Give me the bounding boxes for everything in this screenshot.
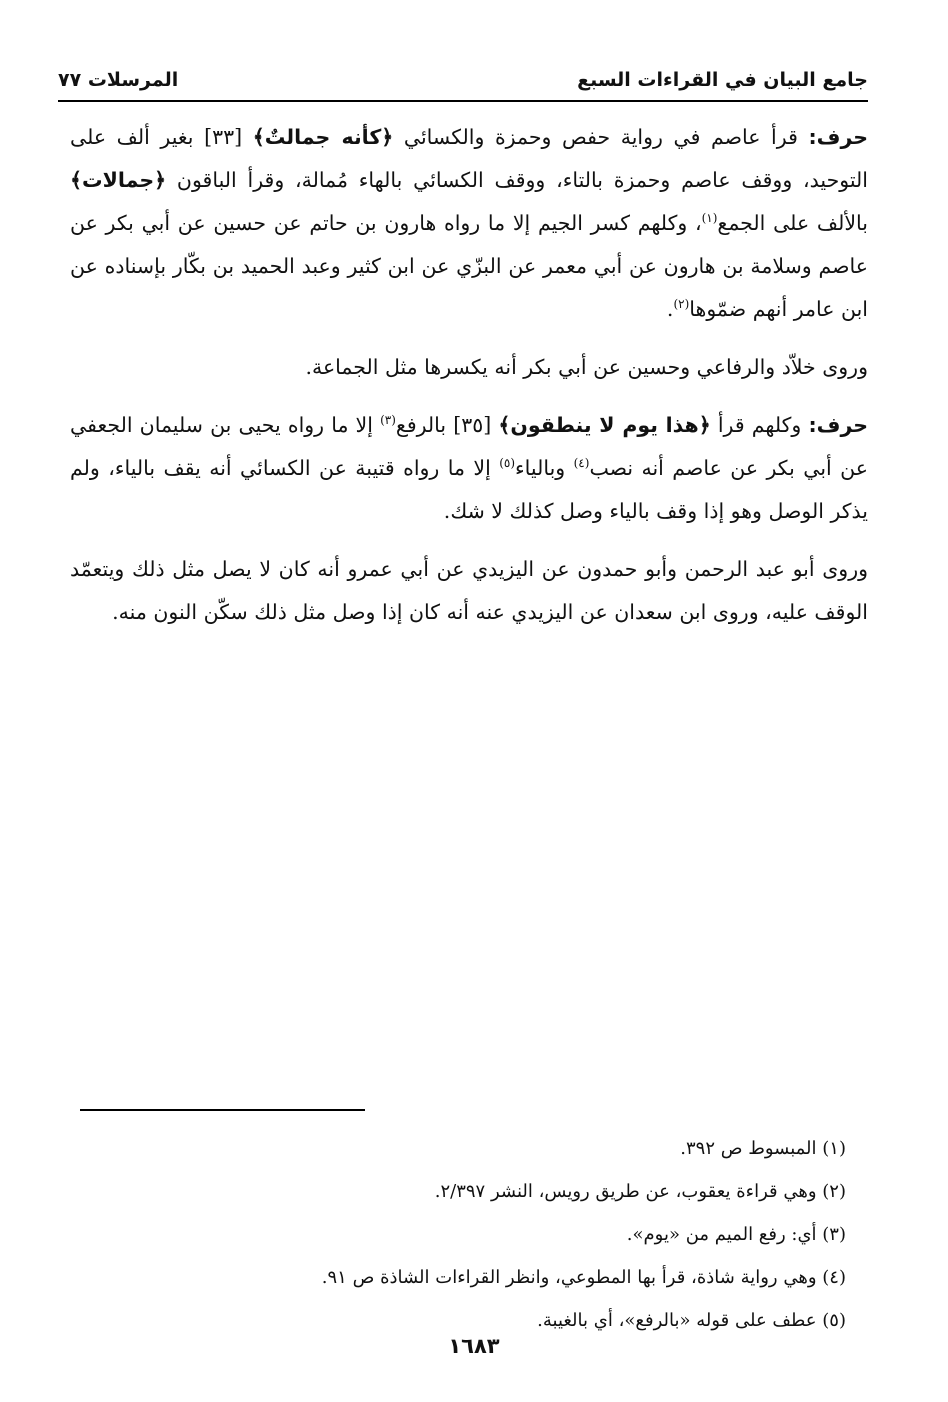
quran-quote: ﴿كأنه جمالتٌ﴾ bbox=[252, 125, 394, 149]
running-header bbox=[58, 62, 868, 98]
quran-quote: ﴿جمالات﴾ bbox=[70, 168, 167, 192]
quran-quote: ﴿هذا يوم لا ينطقون﴾ bbox=[498, 413, 711, 437]
paragraph-2: وروى خلاّد والرفاعي وحسين عن أبي بكر أنه يكسرها مثل الجماعة. bbox=[305, 355, 868, 379]
header-rule bbox=[58, 100, 868, 102]
footnotes bbox=[80, 1127, 846, 1342]
footnote-ref: (٢) bbox=[673, 297, 690, 312]
book-title: جامع البيان في القراءات السبع bbox=[577, 69, 868, 91]
footnote-2: (٢) وهي قراءة يعقوب، عن طريق رويس، النشر ٢/٣٩٧. bbox=[434, 1181, 846, 1202]
footnote-1: (١) المبسوط ص ٣٩٢. bbox=[680, 1138, 846, 1159]
footnote-ref: (٤) bbox=[573, 456, 590, 471]
footnote-4: (٤) وهي رواية شاذة، قرأ بها المطوعي، وانظر القراءات الشاذة ص ٩١. bbox=[321, 1267, 846, 1288]
footnote-ref: (٣) bbox=[380, 413, 396, 428]
main-text bbox=[70, 116, 868, 649]
footnote-3: (٣) أي: رفع الميم من «يوم». bbox=[626, 1224, 846, 1245]
footnote-rule bbox=[80, 1109, 365, 1111]
footnote-ref: (١) bbox=[701, 211, 718, 226]
paragraph-1: حرف: قرأ عاصم في رواية حفص وحمزة والكسائي ﴿كأنه جمالتٌ﴾ [٣٣] بغير ألف على التوحيد، ووقف عاصم وحمزة بالتاء، ووقف الكسائي بالهاء مُمالة، وقرأ الباقون ﴿جمالات﴾ بالألف على الجمع$^{(١)}$، وكلهم كسر الجيم إلا ما رواه هارون بن حاتم عن حسين عن أبي بكر عن عاصم وسلامة بن هارون عن أبي معمر عن البزّي عن ابن كثير وعبد الحميد بن بكّار بإسناده عن ابن عامر أنهم ضمّوها$^{(٢)}$. bbox=[70, 125, 868, 321]
footnote-5: (٥) عطف على قوله «بالرفع»، أي بالغيبة. bbox=[537, 1310, 846, 1331]
section-title: المرسلات ٧٧ bbox=[58, 69, 179, 91]
footnote-ref: (٥) bbox=[499, 456, 516, 471]
page-number: ١٦٨٣ bbox=[448, 1334, 500, 1358]
harf-label: حرف: bbox=[808, 413, 868, 437]
paragraph-4: وروى أبو عبد الرحمن وأبو حمدون عن اليزيدي عن أبي عمرو أنه كان لا يصل مثل ذلك ويتعمّد الوقف عليه، وروى ابن سعدان عن اليزيدي عنه أنه كان إذا وصل مثل ذلك سكّن النون منه. bbox=[70, 557, 868, 624]
paragraph-3: حرف: وكلهم قرأ ﴿هذا يوم لا ينطقون﴾ [٣٥] بالرفع$^{(٣)}$ إلا ما رواه يحيى بن سليمان الجعفي عن أبي بكر عن عاصم أنه نصب$^{(٤)}$ وبالياء$^{(٥)}$ إلا ما رواه قتيبة عن الكسائي أنه يقف بالياء، ولم يذكر الوصل وهو إذا وقف بالياء وصل كذلك لا شك. bbox=[70, 413, 868, 523]
harf-label: حرف: bbox=[808, 125, 868, 149]
